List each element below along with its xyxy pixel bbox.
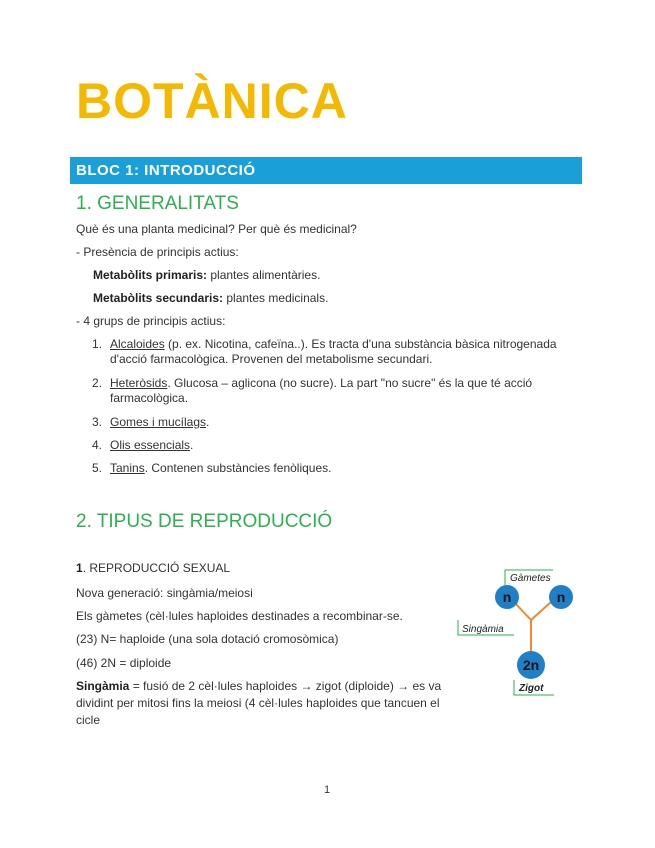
edge-right: [531, 602, 551, 620]
presence-text: - Presència de principis actius:: [76, 245, 239, 259]
metabolits-primaris: [93, 268, 320, 283]
edge-left: [514, 602, 531, 620]
subheading-reproduccio-sexual: [76, 561, 230, 576]
haploid-label-right: n: [556, 589, 566, 605]
list-item-tanins: [110, 461, 331, 476]
metabolits-primaris-desc: plantes alimentàries.: [207, 268, 321, 282]
list-item-text: .: [190, 438, 194, 452]
singamia-text-1: = fusió de 2 cèl·lules haploides → zigot (diploide) → es va: [129, 679, 442, 693]
singamia-text-3: cicle: [76, 713, 101, 727]
line-haploide: (23) N= haploide (una sola dotació cromosòmica): [76, 632, 339, 646]
singamia-label: Singàmia: [462, 624, 504, 635]
list-item-olis: [110, 438, 193, 453]
list-item-continuation: farmacològica.: [110, 391, 189, 405]
singamia-text-2: dividint per mitosi fins la meiosi (4 cèl·lules haploides que tancuen el: [76, 696, 440, 710]
list-number: 2.: [92, 376, 103, 390]
section-bar: BLOC 1: INTRODUCCIÓ: [70, 157, 582, 184]
metabolits-primaris-label: Metabòlits primaris:: [93, 268, 208, 282]
heading-reproduccio: 2. TIPUS DE REPRODUCCIÓ: [76, 511, 333, 532]
term-heterosids: Heteròsids: [110, 376, 168, 390]
page-title: BOTÀNICA: [76, 73, 348, 129]
list-item-alcaloides: [110, 337, 580, 352]
metabolits-secundaris-label: Metabòlits secundaris:: [93, 291, 224, 305]
list-item-heterosids: [110, 376, 580, 391]
list-item-text: . Glucosa – aglicona (no sucre). La part "no sucre" és la que té acció: [167, 376, 533, 390]
reproduction-diagram: [450, 562, 590, 702]
diploid-label: 2n: [522, 657, 540, 673]
heading-generalitats: 1. GENERALITATS: [76, 193, 239, 214]
line-diploide: (46) 2N = diploide: [76, 656, 172, 670]
list-number: 5.: [92, 461, 103, 475]
list-number: 4.: [92, 438, 103, 452]
term-gomes: Gomes i mucílags: [110, 415, 207, 429]
metabolits-secundaris-desc: plantes medicinals.: [223, 291, 329, 305]
haploid-label-left: n: [502, 589, 512, 605]
list-number: 3.: [92, 415, 103, 429]
subheading-number: 1: [76, 561, 83, 575]
subheading-text: . REPRODUCCIÓ SEXUAL: [82, 561, 231, 575]
question-text: Què és una planta medicinal? Per què és medicinal?: [76, 222, 357, 236]
gametes-label: Gàmetes: [510, 573, 551, 584]
list-item-text: . Contenen substàncies fenòliques.: [144, 461, 332, 475]
singamia-term: Singàmia: [76, 679, 130, 693]
list-item-text: (p. ex. Nicotina, cafeïna..). Es tracta d'una substància bàsica nitrogenada: [164, 337, 557, 351]
list-item-text: .: [206, 415, 210, 429]
page-number: 1: [324, 784, 331, 796]
singamia-paragraph: [76, 679, 446, 694]
list-number: 1.: [92, 337, 103, 351]
metabolits-secundaris: [93, 291, 328, 306]
term-alcaloides: Alcaloides: [110, 337, 165, 351]
list-item-continuation: d'acció farmacològica. Provenen del metabolisme secundari.: [110, 352, 433, 366]
term-olis: Olis essencials: [110, 438, 191, 452]
list-item-gomes: [110, 415, 209, 430]
groups-intro: - 4 grups de principis actius:: [76, 314, 226, 328]
line-nova-generacio: Nova generació: singàmia/meiosi: [76, 586, 253, 600]
term-tanins: Tanins: [110, 461, 145, 475]
zigot-label: Zigot: [519, 683, 544, 694]
line-gametes: Els gàmetes (cèl·lules haploides destinades a recombinar-se.: [76, 609, 403, 623]
